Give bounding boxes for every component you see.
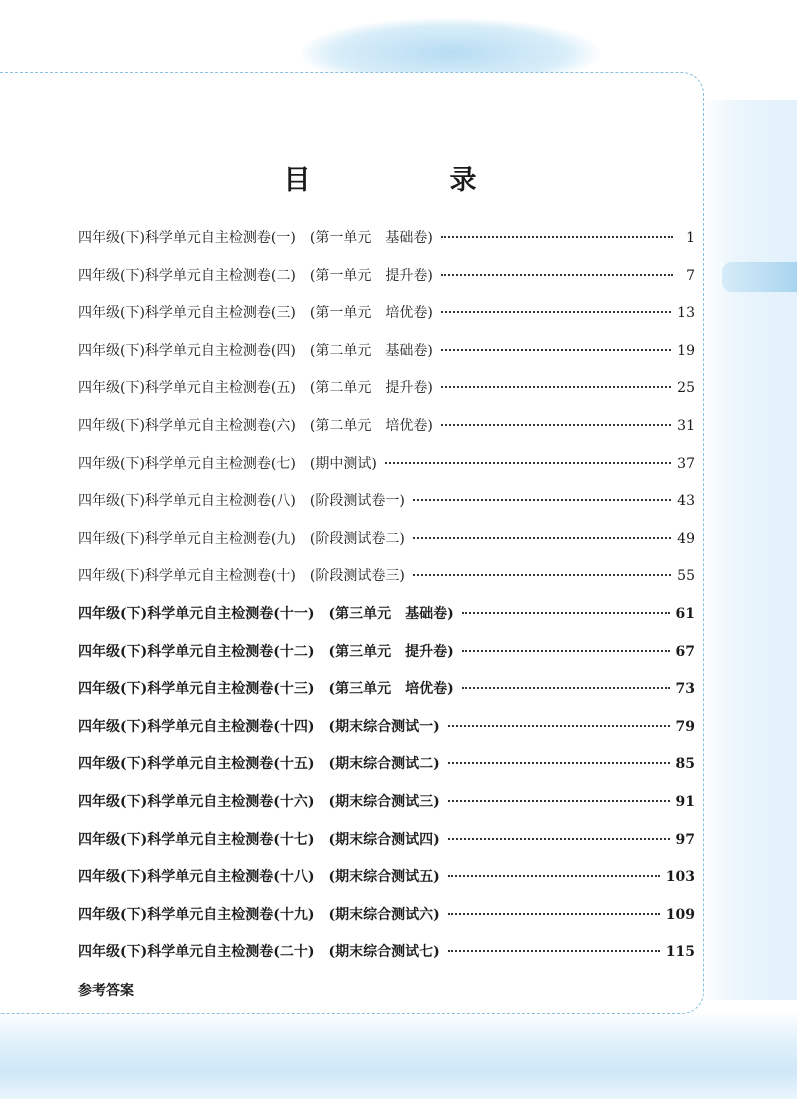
toc-entry[interactable] — [78, 529, 695, 567]
toc-entry[interactable] — [78, 942, 695, 980]
toc-entry-subtitle: (期末综合测试六) — [328, 906, 440, 923]
toc-leader-dots — [441, 311, 671, 313]
toc-page-number: 43 — [677, 493, 695, 510]
toc-page-number: 91 — [675, 793, 695, 810]
toc-entry-title: 四年级(下)科学单元自主检测卷(三) — [78, 305, 296, 322]
toc-entry[interactable] — [78, 303, 695, 341]
toc-entry-subtitle: (期末综合测试二) — [328, 756, 440, 773]
toc-page-number: 73 — [675, 681, 695, 698]
toc-page-number: 49 — [677, 530, 695, 547]
side-tab-decor — [722, 262, 797, 292]
toc-page-number: 55 — [677, 568, 695, 585]
toc-leader-dots — [462, 687, 670, 689]
toc-entry-title: 四年级(下)科学单元自主检测卷(十六) — [78, 793, 315, 810]
toc-entry-subtitle: (期末综合测试七) — [328, 944, 440, 961]
toc-page-number: 67 — [675, 643, 695, 660]
toc-entry-title: 四年级(下)科学单元自主检测卷(十九) — [78, 906, 315, 923]
toc-page-number: 25 — [677, 380, 695, 397]
toc-leader-dots — [441, 236, 673, 238]
toc-leader-dots — [462, 612, 670, 614]
right-decor-band — [700, 100, 797, 1000]
toc-entry-title: 四年级(下)科学单元自主检测卷(九) — [78, 530, 296, 547]
toc-entry-title: 四年级(下)科学单元自主检测卷(十八) — [78, 869, 315, 886]
toc-leader-dots — [448, 800, 670, 802]
toc-page-number: 7 — [686, 267, 695, 284]
toc-page-number: 1 — [686, 230, 695, 246]
toc-leader-dots — [462, 650, 670, 652]
toc-entry[interactable] — [78, 867, 695, 905]
toc-entry-subtitle: (第一单元 提升卷) — [309, 267, 433, 284]
toc-page-number: 97 — [675, 831, 695, 848]
toc-entry-subtitle: (第二单元 提升卷) — [309, 380, 433, 397]
toc-entry[interactable] — [78, 454, 695, 492]
toc-entry-title: 四年级(下)科学单元自主检测卷(十七) — [78, 831, 315, 848]
toc-page-number: 103 — [665, 869, 695, 886]
toc-page-number: 13 — [677, 305, 695, 322]
toc-entry-title: 四年级(下)科学单元自主检测卷(十三) — [78, 681, 315, 698]
toc-leader-dots — [448, 762, 670, 764]
toc-entry-subtitle: (期末综合测试四) — [328, 831, 440, 848]
toc-entry[interactable] — [78, 905, 695, 943]
toc-leader-dots — [441, 424, 671, 426]
toc-entry-subtitle: (第一单元 培优卷) — [309, 305, 433, 322]
toc-leader-dots — [441, 349, 671, 351]
toc-entry[interactable] — [78, 604, 695, 642]
page-title: 目 录 — [283, 165, 533, 197]
toc-leader-dots — [385, 462, 671, 464]
toc-leader-dots — [448, 913, 660, 915]
toc-entry-subtitle: (第二单元 基础卷) — [309, 342, 433, 359]
toc-entry-title: 四年级(下)科学单元自主检测卷(十) — [78, 568, 296, 585]
toc-entry-subtitle: (第三单元 提升卷) — [328, 643, 454, 660]
toc-entry-title: 四年级(下)科学单元自主检测卷(十一) — [78, 605, 315, 622]
toc-page-number: 79 — [675, 718, 695, 735]
toc-entry[interactable] — [78, 228, 695, 266]
toc-entry[interactable] — [78, 566, 695, 604]
toc-page-number: 37 — [677, 455, 695, 472]
bottom-decor-band — [0, 1010, 797, 1099]
toc-entry-title: 四年级(下)科学单元自主检测卷(十五) — [78, 756, 315, 773]
toc-entry[interactable] — [78, 754, 695, 792]
toc-entry[interactable] — [78, 378, 695, 416]
toc-leader-dots — [448, 875, 660, 877]
toc-entry-subtitle: (期末综合测试一) — [328, 718, 440, 735]
toc-leader-dots — [448, 725, 670, 727]
toc-page-number: 109 — [665, 906, 695, 923]
toc-entry-title: 四年级(下)科学单元自主检测卷(十四) — [78, 718, 315, 735]
toc-leader-dots — [441, 386, 671, 388]
toc-entry-title: 四年级(下)科学单元自主检测卷(二) — [78, 267, 296, 284]
toc-entry-subtitle: (阶段测试卷一) — [309, 493, 405, 510]
toc-entry[interactable] — [78, 491, 695, 529]
toc-entry-subtitle: (第三单元 培优卷) — [328, 681, 454, 698]
toc-entry[interactable] — [78, 642, 695, 680]
toc-entry-subtitle: (第二单元 培优卷) — [309, 417, 433, 434]
toc-entry[interactable] — [78, 717, 695, 755]
toc-entry-subtitle: (第三单元 基础卷) — [328, 605, 454, 622]
table-of-contents — [78, 228, 695, 980]
answers-entry[interactable]: 参考答案 — [78, 983, 134, 999]
toc-page-number: 85 — [675, 756, 695, 773]
toc-entry-title: 四年级(下)科学单元自主检测卷(五) — [78, 380, 296, 397]
toc-entry-subtitle: (期末综合测试三) — [328, 793, 440, 810]
toc-leader-dots — [413, 574, 671, 576]
toc-entry[interactable] — [78, 792, 695, 830]
toc-entry-title: 四年级(下)科学单元自主检测卷(七) — [78, 455, 296, 472]
toc-entry-title: 四年级(下)科学单元自主检测卷(六) — [78, 417, 296, 434]
toc-leader-dots — [441, 274, 673, 276]
toc-entry-subtitle: (阶段测试卷二) — [309, 530, 405, 547]
toc-entry-title: 四年级(下)科学单元自主检测卷(二十) — [78, 944, 315, 961]
toc-leader-dots — [448, 950, 660, 952]
toc-entry[interactable] — [78, 679, 695, 717]
toc-leader-dots — [413, 537, 671, 539]
toc-leader-dots — [448, 838, 670, 840]
toc-page-number: 115 — [665, 944, 695, 961]
toc-entry-title: 四年级(下)科学单元自主检测卷(八) — [78, 493, 296, 510]
toc-entry-title: 四年级(下)科学单元自主检测卷(一) — [78, 230, 296, 246]
toc-entry[interactable] — [78, 341, 695, 379]
toc-leader-dots — [413, 499, 671, 501]
toc-entry-subtitle: (第一单元 基础卷) — [309, 230, 433, 246]
toc-entry-title: 四年级(下)科学单元自主检测卷(四) — [78, 342, 296, 359]
toc-entry[interactable] — [78, 830, 695, 868]
toc-entry[interactable] — [78, 266, 695, 304]
toc-entry-subtitle: (阶段测试卷三) — [309, 568, 405, 585]
toc-entry[interactable] — [78, 416, 695, 454]
toc-page-number: 61 — [675, 605, 695, 622]
toc-page-number: 31 — [677, 417, 695, 434]
toc-entry-subtitle: (期末综合测试五) — [328, 869, 440, 886]
toc-entry-title: 四年级(下)科学单元自主检测卷(十二) — [78, 643, 315, 660]
toc-page-number: 19 — [677, 342, 695, 359]
toc-entry-subtitle: (期中测试) — [309, 455, 377, 472]
